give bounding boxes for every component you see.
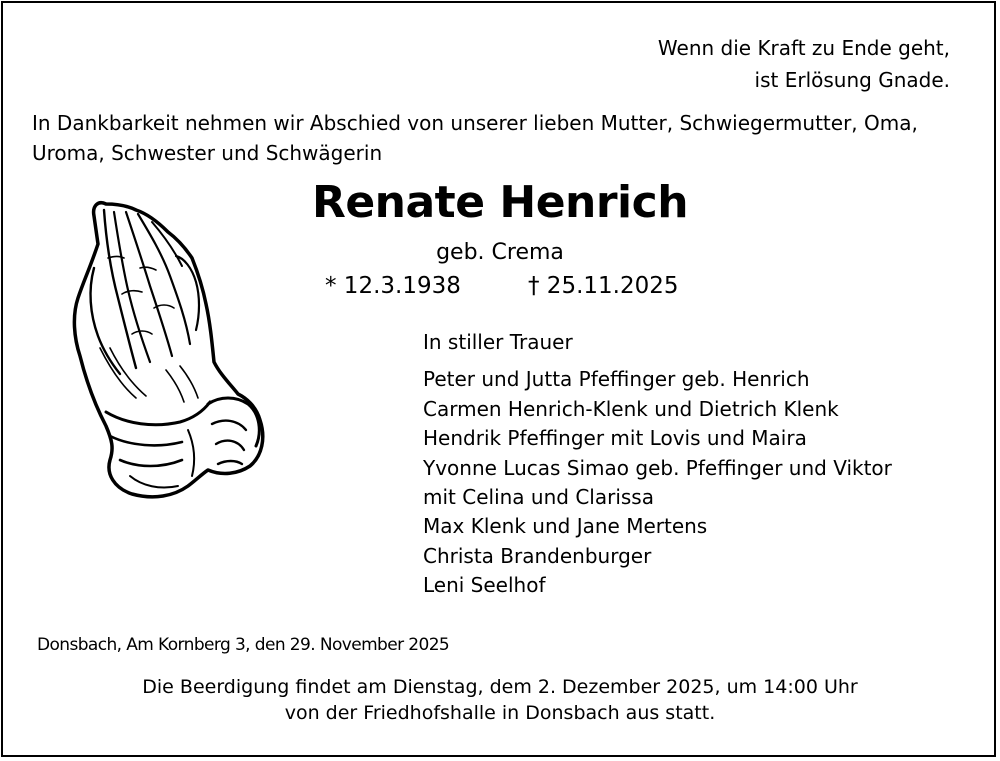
mourner-line: Peter und Jutta Pfeffinger geb. Henrich (423, 367, 810, 392)
deceased-name: Renate Henrich (311, 177, 689, 228)
intro-line-1: In Dankbarkeit nehmen wir Abschied von unserer lieben Mutter, Schwiegermutter, Oma, (32, 111, 918, 135)
funeral-line-2: von der Friedhofshalle in Donsbach aus statt. (284, 702, 716, 724)
intro-line-2: Uroma, Schwester und Schwägerin (32, 141, 383, 165)
mourner-line: Carmen Henrich-Klenk und Dietrich Klenk (423, 396, 839, 421)
mourner-line: Max Klenk und Jane Mertens (423, 514, 708, 539)
mourner-line: mit Celina und Clarissa (423, 485, 654, 510)
place-and-date: Donsbach, Am Kornberg 3, den 29. November 2025 (37, 635, 450, 655)
mourner-line: Yvonne Lucas Simao geb. Pfeffinger und Viktor (423, 455, 892, 480)
intro-text (32, 108, 972, 168)
motto-line-2: ist Erlösung Gnade. (754, 68, 950, 92)
mourner-line: Hendrik Pfeffinger mit Lovis und Maira (423, 426, 807, 451)
mourner-line: Christa Brandenburger (423, 543, 652, 568)
death-date: † 25.11.2025 (528, 273, 679, 299)
mourner-line: Leni Seelhof (423, 573, 546, 598)
motto-line-1: Wenn die Kraft zu Ende geht, (657, 36, 950, 60)
funeral-notice (100, 674, 900, 726)
funeral-line-1: Die Beerdigung findet am Dienstag, dem 2. Dezember 2025, um 14:00 Uhr (142, 676, 858, 698)
birth-date: * 12.3.1938 (325, 273, 461, 299)
praying-hands-icon (70, 198, 270, 503)
mourners-list (423, 328, 892, 601)
maiden-name: geb. Crema (436, 240, 564, 265)
motto (530, 32, 950, 96)
mourners-heading: In stiller Trauer (423, 330, 573, 354)
